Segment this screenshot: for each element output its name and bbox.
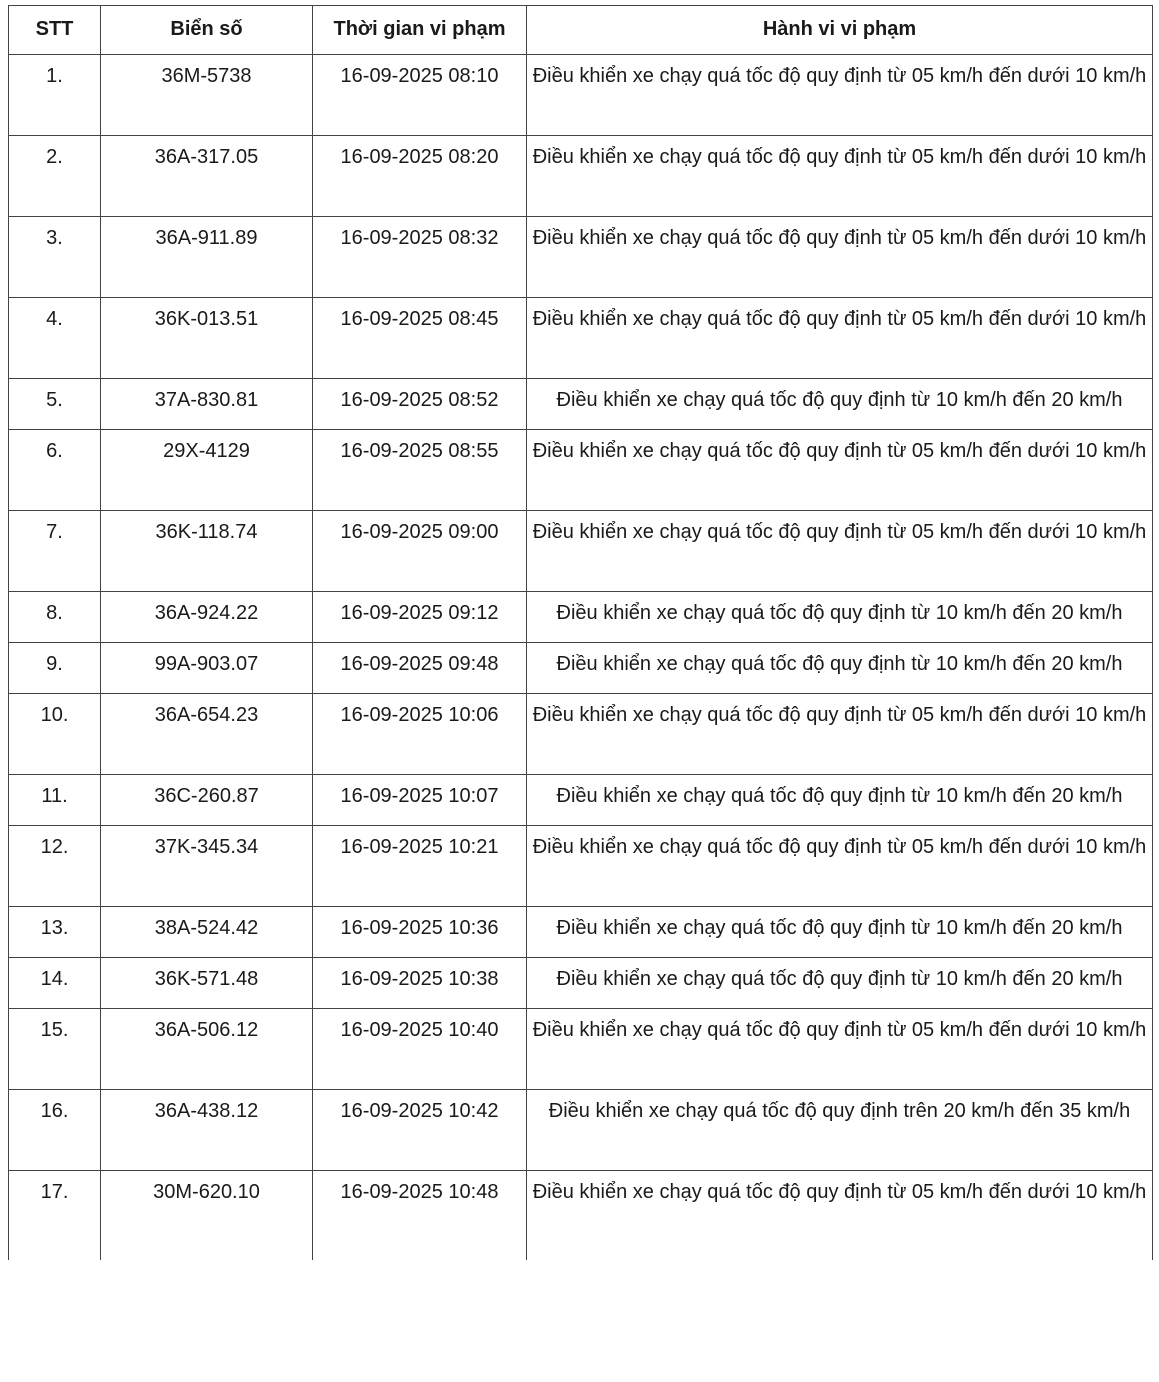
header-behavior: Hành vi vi phạm xyxy=(527,6,1153,55)
cell-plate: 38A-524.42 xyxy=(101,907,313,958)
cell-plate: 36K-118.74 xyxy=(101,511,313,592)
cell-stt: 3. xyxy=(9,217,101,298)
cell-behavior: Điều khiển xe chạy quá tốc độ quy định từ 05 km/h đến dưới 10 km/h xyxy=(527,217,1153,298)
table-row xyxy=(9,55,1153,136)
cell-behavior: Điều khiển xe chạy quá tốc độ quy định từ 05 km/h đến dưới 10 km/h xyxy=(527,1171,1153,1260)
cell-behavior: Điều khiển xe chạy quá tốc độ quy định từ 05 km/h đến dưới 10 km/h xyxy=(527,430,1153,511)
cell-time: 16-09-2025 08:20 xyxy=(313,136,527,217)
cell-behavior: Điều khiển xe chạy quá tốc độ quy định từ 05 km/h đến dưới 10 km/h xyxy=(527,298,1153,379)
cell-time: 16-09-2025 09:00 xyxy=(313,511,527,592)
table-row xyxy=(9,136,1153,217)
table-row xyxy=(9,592,1153,643)
cell-behavior: Điều khiển xe chạy quá tốc độ quy định từ 10 km/h đến 20 km/h xyxy=(527,775,1153,826)
table-row xyxy=(9,643,1153,694)
cell-behavior: Điều khiển xe chạy quá tốc độ quy định từ 05 km/h đến dưới 10 km/h xyxy=(527,55,1153,136)
table-row xyxy=(9,430,1153,511)
cell-plate: 36A-654.23 xyxy=(101,694,313,775)
table-header xyxy=(9,6,1153,55)
cell-time: 16-09-2025 08:10 xyxy=(313,55,527,136)
cell-time: 16-09-2025 10:21 xyxy=(313,826,527,907)
cell-plate: 36A-506.12 xyxy=(101,1009,313,1090)
cell-stt: 14. xyxy=(9,958,101,1009)
cell-time: 16-09-2025 08:45 xyxy=(313,298,527,379)
cell-stt: 13. xyxy=(9,907,101,958)
cell-stt: 15. xyxy=(9,1009,101,1090)
cell-time: 16-09-2025 09:12 xyxy=(313,592,527,643)
table-row xyxy=(9,298,1153,379)
cell-plate: 36A-438.12 xyxy=(101,1090,313,1171)
cell-behavior: Điều khiển xe chạy quá tốc độ quy định từ 05 km/h đến dưới 10 km/h xyxy=(527,511,1153,592)
cell-time: 16-09-2025 10:36 xyxy=(313,907,527,958)
cell-stt: 11. xyxy=(9,775,101,826)
cell-plate: 29X-4129 xyxy=(101,430,313,511)
cell-stt: 4. xyxy=(9,298,101,379)
cell-time: 16-09-2025 08:52 xyxy=(313,379,527,430)
cell-behavior: Điều khiển xe chạy quá tốc độ quy định từ 10 km/h đến 20 km/h xyxy=(527,643,1153,694)
cell-stt: 10. xyxy=(9,694,101,775)
cell-behavior: Điều khiển xe chạy quá tốc độ quy định từ 10 km/h đến 20 km/h xyxy=(527,379,1153,430)
cell-time: 16-09-2025 08:55 xyxy=(313,430,527,511)
cell-behavior: Điều khiển xe chạy quá tốc độ quy định từ 05 km/h đến dưới 10 km/h xyxy=(527,136,1153,217)
cell-stt: 17. xyxy=(9,1171,101,1260)
table-row xyxy=(9,826,1153,907)
cell-time: 16-09-2025 10:40 xyxy=(313,1009,527,1090)
table-row xyxy=(9,1009,1153,1090)
cell-plate: 36A-911.89 xyxy=(101,217,313,298)
cell-plate: 30M-620.10 xyxy=(101,1171,313,1260)
table-row xyxy=(9,379,1153,430)
cell-plate: 36M-5738 xyxy=(101,55,313,136)
table-row xyxy=(9,907,1153,958)
table-row xyxy=(9,217,1153,298)
cell-stt: 8. xyxy=(9,592,101,643)
cell-time: 16-09-2025 09:48 xyxy=(313,643,527,694)
table-body xyxy=(9,55,1153,1260)
cell-time: 16-09-2025 10:06 xyxy=(313,694,527,775)
cell-stt: 16. xyxy=(9,1090,101,1171)
cell-time: 16-09-2025 10:48 xyxy=(313,1171,527,1260)
cell-plate: 36C-260.87 xyxy=(101,775,313,826)
cell-stt: 5. xyxy=(9,379,101,430)
cell-stt: 12. xyxy=(9,826,101,907)
violations-table xyxy=(8,5,1153,1260)
cell-behavior: Điều khiển xe chạy quá tốc độ quy định từ 10 km/h đến 20 km/h xyxy=(527,592,1153,643)
table-row xyxy=(9,1090,1153,1171)
cell-behavior: Điều khiển xe chạy quá tốc độ quy định từ 05 km/h đến dưới 10 km/h xyxy=(527,1009,1153,1090)
cell-behavior: Điều khiển xe chạy quá tốc độ quy định từ 10 km/h đến 20 km/h xyxy=(527,958,1153,1009)
table-row xyxy=(9,511,1153,592)
table-row xyxy=(9,1171,1153,1260)
cell-plate: 99A-903.07 xyxy=(101,643,313,694)
cell-time: 16-09-2025 10:07 xyxy=(313,775,527,826)
cell-plate: 36K-013.51 xyxy=(101,298,313,379)
cell-behavior: Điều khiển xe chạy quá tốc độ quy định từ 05 km/h đến dưới 10 km/h xyxy=(527,694,1153,775)
table-row xyxy=(9,775,1153,826)
cell-time: 16-09-2025 10:42 xyxy=(313,1090,527,1171)
cell-plate: 37A-830.81 xyxy=(101,379,313,430)
cell-stt: 1. xyxy=(9,55,101,136)
cell-behavior: Điều khiển xe chạy quá tốc độ quy định từ 05 km/h đến dưới 10 km/h xyxy=(527,826,1153,907)
header-time: Thời gian vi phạm xyxy=(313,6,527,55)
header-stt: STT xyxy=(9,6,101,55)
cell-plate: 36A-924.22 xyxy=(101,592,313,643)
header-row xyxy=(9,6,1153,55)
cell-plate: 36K-571.48 xyxy=(101,958,313,1009)
cell-behavior: Điều khiển xe chạy quá tốc độ quy định từ 10 km/h đến 20 km/h xyxy=(527,907,1153,958)
table-row xyxy=(9,694,1153,775)
cell-plate: 37K-345.34 xyxy=(101,826,313,907)
cell-stt: 7. xyxy=(9,511,101,592)
cell-stt: 2. xyxy=(9,136,101,217)
cell-stt: 6. xyxy=(9,430,101,511)
cell-plate: 36A-317.05 xyxy=(101,136,313,217)
header-plate: Biển số xyxy=(101,6,313,55)
cell-behavior: Điều khiển xe chạy quá tốc độ quy định trên 20 km/h đến 35 km/h xyxy=(527,1090,1153,1171)
table-row xyxy=(9,958,1153,1009)
cell-time: 16-09-2025 08:32 xyxy=(313,217,527,298)
cell-time: 16-09-2025 10:38 xyxy=(313,958,527,1009)
cell-stt: 9. xyxy=(9,643,101,694)
